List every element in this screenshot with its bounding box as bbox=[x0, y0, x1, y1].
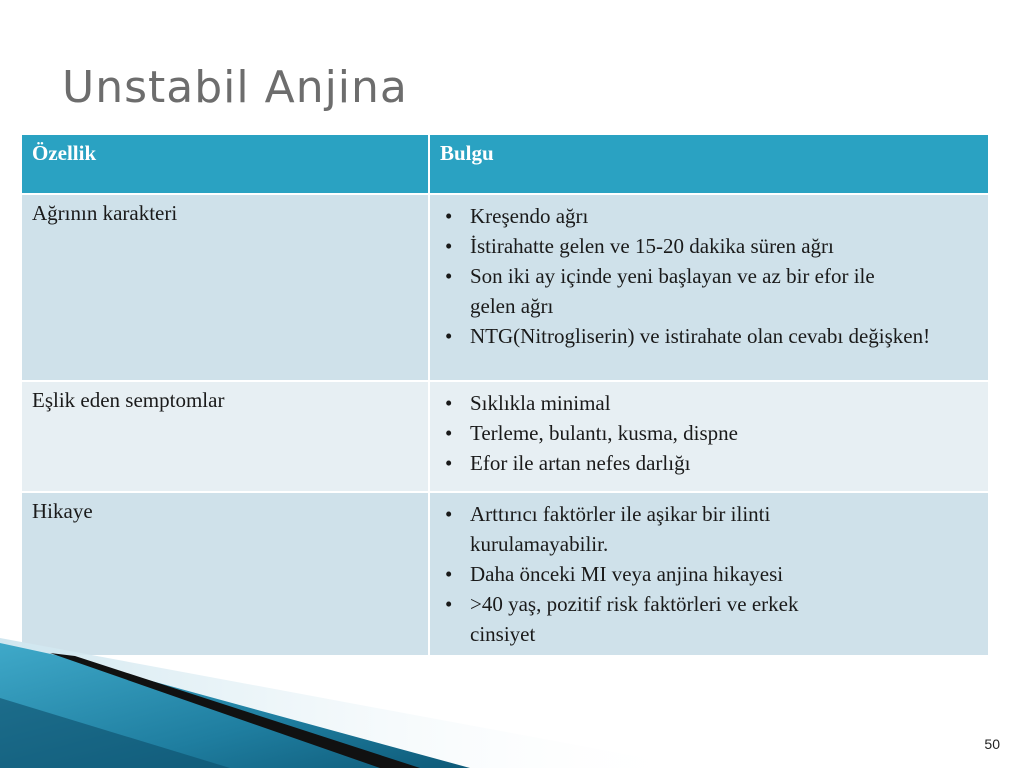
findings-cell bbox=[429, 194, 989, 381]
findings-list bbox=[440, 388, 978, 478]
findings-list bbox=[440, 499, 978, 649]
list-item: • Sıklıkla minimal bbox=[440, 388, 978, 418]
list-item: • Daha önceki MI veya anjina hikayesi bbox=[440, 559, 978, 589]
findings-cell bbox=[429, 492, 989, 656]
list-item: • >40 yaş, pozitif risk faktörleri ve erkek cinsiyet bbox=[440, 589, 978, 649]
slide-title: Unstabil Anjina bbox=[62, 62, 408, 113]
table-row bbox=[21, 492, 989, 656]
findings-list bbox=[440, 201, 978, 351]
list-item: • Kreşendo ağrı bbox=[440, 201, 978, 231]
feature-table bbox=[20, 133, 990, 657]
list-item: • Arttırıcı faktörler ile aşikar bir ilinti kurulamayabilir. bbox=[440, 499, 978, 559]
list-item: • Efor ile artan nefes darlığı bbox=[440, 448, 978, 478]
table-row bbox=[21, 194, 989, 381]
list-item: • NTG(Nitrogliserin) ve istirahate olan cevabı değişken! bbox=[440, 321, 978, 351]
table-header-row bbox=[21, 134, 989, 194]
decorative-corner-swoosh bbox=[0, 638, 700, 768]
table-row bbox=[21, 381, 989, 492]
findings-cell bbox=[429, 381, 989, 492]
column-header-finding: Bulgu bbox=[429, 134, 989, 194]
list-item: • Son iki ay içinde yeni başlayan ve az bir efor ile gelen ağrı bbox=[440, 261, 978, 321]
column-header-feature: Özellik bbox=[21, 134, 429, 194]
feature-cell: Ağrının karakteri bbox=[21, 194, 429, 381]
list-item: • Terleme, bulantı, kusma, dispne bbox=[440, 418, 978, 448]
feature-cell: Eşlik eden semptomlar bbox=[21, 381, 429, 492]
feature-cell: Hikaye bbox=[21, 492, 429, 656]
list-item: • İstirahatte gelen ve 15-20 dakika süren ağrı bbox=[440, 231, 978, 261]
page-number: 50 bbox=[984, 736, 1000, 752]
